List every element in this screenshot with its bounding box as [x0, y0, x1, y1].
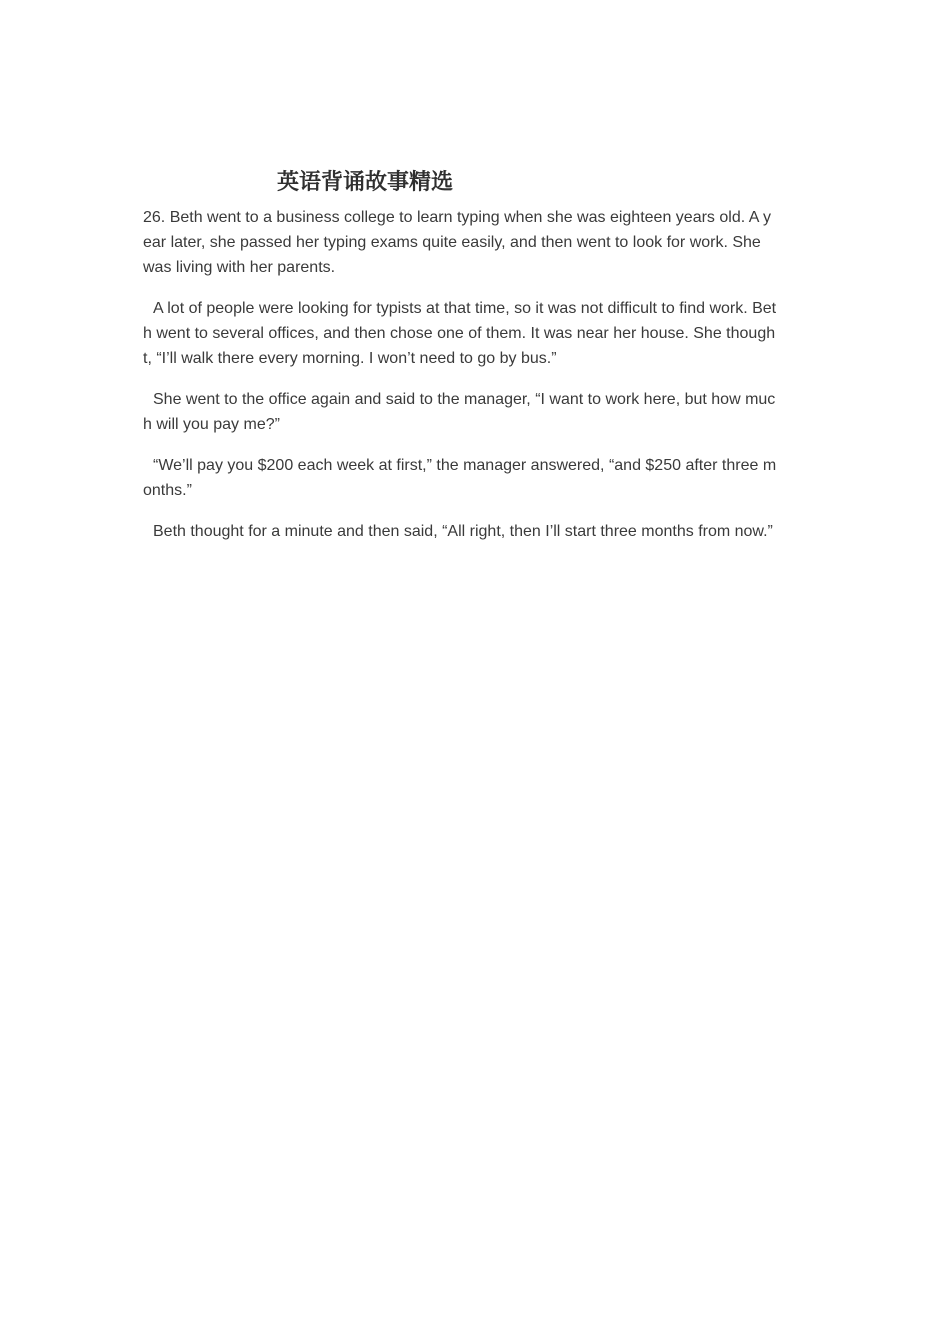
document-body	[143, 205, 811, 560]
paragraph-line: t, “I’ll walk there every morning. I won’t need to go by bus.”	[143, 350, 557, 367]
paragraph-2	[143, 296, 811, 371]
paragraph-1	[143, 205, 811, 280]
paragraph-line: She went to the office again and said to the manager, “I want to work here, but how muc	[153, 391, 776, 408]
paragraph-line: ear later, she passed her typing exams quite easily, and then went to look for work. She	[143, 234, 761, 251]
paragraph-line: Beth thought for a minute and then said, “All right, then I’ll start three months from now.”	[153, 523, 773, 540]
paragraph-4	[143, 453, 811, 503]
paragraph-line: onths.”	[143, 482, 192, 499]
paragraph-line: h will you pay me?”	[143, 416, 280, 433]
paragraph-5	[143, 519, 811, 544]
paragraph-line: h went to several offices, and then chose one of them. It was near her house. She though	[143, 325, 776, 342]
paragraph-line: A lot of people were looking for typists at that time, so it was not difficult to find work. Bet	[153, 300, 777, 317]
paragraph-line: was living with her parents.	[143, 259, 336, 276]
paragraph-line: “We’ll pay you $200 each week at first,” the manager answered, “and $250 after three m	[153, 457, 777, 474]
paragraph-3	[143, 387, 811, 437]
document-title: 英语背诵故事精选	[277, 170, 454, 195]
paragraph-line: 26. Beth went to a business college to learn typing when she was eighteen years old. A y	[143, 209, 771, 226]
